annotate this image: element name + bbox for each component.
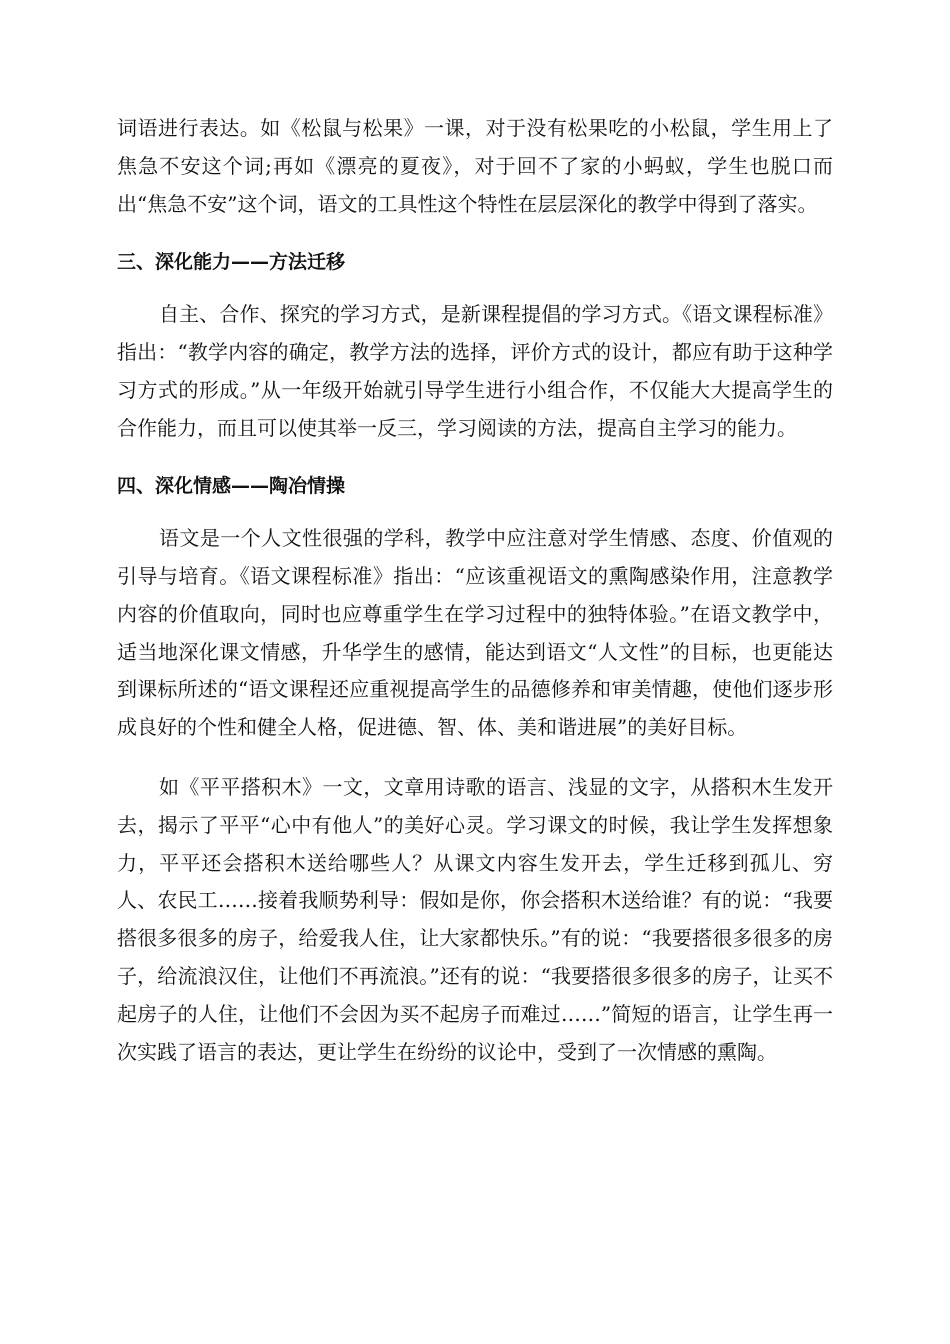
section-4-paragraph-1: 语文是一个人文性很强的学科，教学中应注意对学生情感、态度、价值观的引导与培育。《语文课程标准》指出：“应该重视语文的熏陶感染作用，注意教学内容的价值取向，同时也应尊重学生在学习过程中的独特体验。”在语文教学中，适当地深化课文情感，升华学生的感情，能达到语文“人文性”的目标，也更能达到课标所述的“语文课程还应重视提高学生的品德修养和审美情趣，使他们逐步形成良好的个性和健全人格，促进德、智、体、美和谐进展”的美好目标。: [117, 526, 833, 740]
section-3-heading: 三、深化能力——方法迁移: [117, 251, 346, 274]
document-page: [117, 110, 833, 1071]
section-4-heading: 四、深化情感——陶冶情操: [117, 475, 346, 498]
section-4-paragraph-2: 如《平平搭积木》一文，文章用诗歌的语言、浅显的文字，从搭积木生发开去，揭示了平平“心中有他人”的美好心灵。学习课文的时候，我让学生发挥想象力，平平还会搭积木送给哪些人？从课文内容生发开去，学生迁移到孤儿、穷人、农民工……接着我顺势利导：假如是你，你会搭积木送给谁？有的说：“我要搭很多很多的房子，给爱我人住，让大家都快乐。”有的说：“我要搭很多很多的房子，给流浪汉住，让他们不再流浪。”还有的说：“我要搭很多很多的房子，让买不起房子的人住，让他们不会因为买不起房子而难过……”简短的语言，让学生再一次实践了语言的表达，更让学生在纷纷的议论中，受到了一次情感的熏陶。: [117, 774, 833, 1064]
section-3-paragraph: 自主、合作、探究的学习方式，是新课程提倡的学习方式。《语文课程标准》指出：“教学内容的确定，教学方法的选择，评价方式的设计，都应有助于这种学习方式的形成。”从一年级开始就引导学生进行小组合作，不仅能大大提高学生的合作能力，而且可以使其举一反三，学习阅读的方法，提高自主学习的能力。: [117, 302, 833, 440]
intro-paragraph: 词语进行表达。如《松鼠与松果》一课，对于没有松果吃的小松鼠，学生用上了焦急不安这个词;再如《漂亮的夏夜》，对于回不了家的小蚂蚁，学生也脱口而出“焦急不安”这个词，语文的工具性这个特性在层层深化的教学中得到了落实。: [117, 116, 833, 216]
